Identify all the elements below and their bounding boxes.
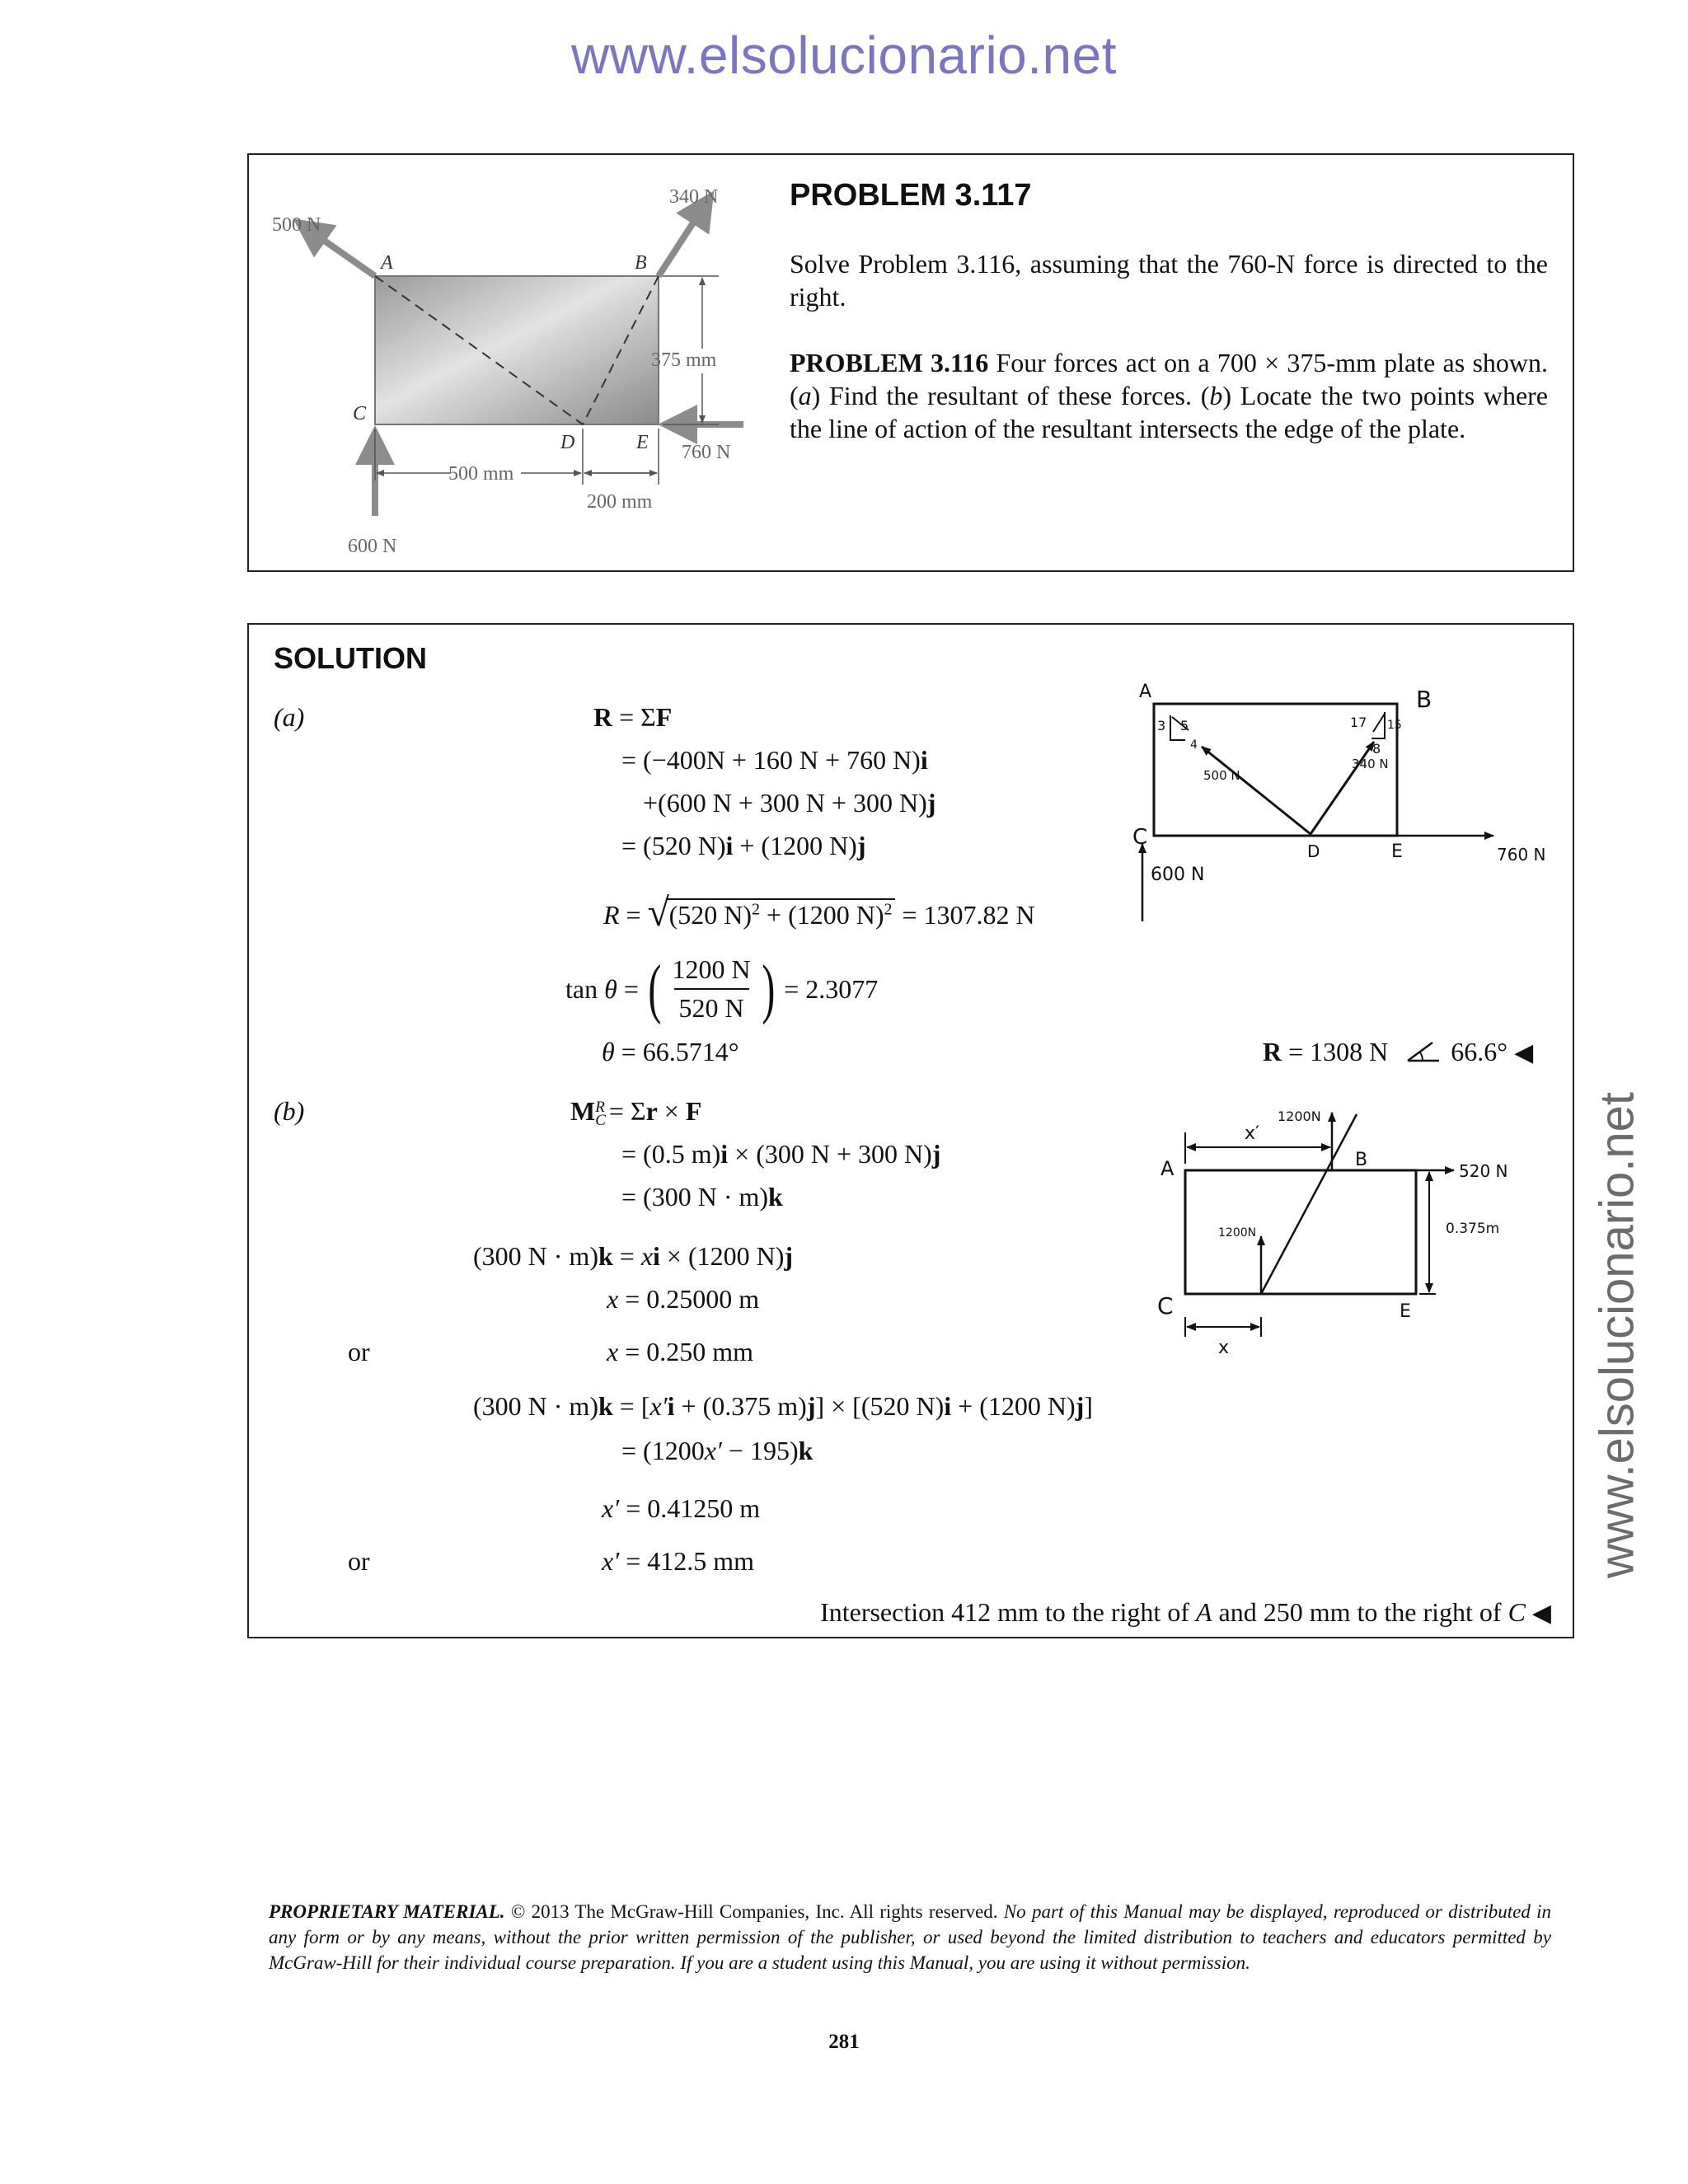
watermark-side: www.elsolucionario.net: [1590, 1092, 1644, 1578]
page-number: 281: [828, 2031, 860, 2053]
eq-b2: = (0.5 m)i × (300 N + 300 N)j: [621, 1139, 941, 1169]
or-1: or: [348, 1337, 370, 1366]
svg-text:8: 8: [1372, 741, 1381, 757]
eq-b6: x = 0.250 mm: [607, 1337, 754, 1366]
or-2: or: [348, 1546, 370, 1576]
svg-text:E: E: [1400, 1301, 1411, 1322]
svg-text:A: A: [1160, 1157, 1175, 1180]
eq-b4: (300 N · m)k = xi × (1200 N)j: [473, 1241, 794, 1271]
answer-marker-icon: ◀: [1531, 1600, 1551, 1627]
svg-text:0.375m: 0.375m: [1446, 1221, 1500, 1237]
svg-text:500 N: 500 N: [1203, 768, 1240, 783]
answer-a: R = 1308 N 66.6° ◀: [1263, 1037, 1534, 1066]
solution-sketch-a: [1123, 682, 1559, 946]
label-600n: 600 N: [348, 536, 397, 557]
svg-text:520 N: 520 N: [1459, 1161, 1508, 1181]
part-a-label: (a): [274, 702, 305, 732]
svg-text:1200N: 1200N: [1218, 1226, 1257, 1240]
sketch-500n-arrow: [1202, 747, 1311, 834]
svg-text:760 N: 760 N: [1497, 845, 1546, 865]
eq-b5: x = 0.25000 m: [607, 1284, 760, 1314]
tan-denominator: 520 N: [674, 988, 749, 1024]
force-340-arrow: [659, 196, 710, 276]
svg-text:4: 4: [1190, 738, 1198, 752]
tan-numerator: 1200 N: [672, 954, 751, 984]
svg-text:A: A: [1139, 682, 1152, 702]
svg-text:340 N: 340 N: [1352, 757, 1389, 771]
eq-a-tan: tan θ = ( $\frac{1200 N}{520 N}$ ) = 2.3077: [565, 953, 879, 1025]
solution-heading: SOLUTION: [274, 641, 427, 675]
problem-statement: Solve Problem 3.116, assuming that the 760-N force is directed to the right.: [790, 249, 1548, 312]
part-b-label: (b): [274, 1096, 305, 1126]
eq-a3: +(600 N + 300 N + 300 N)j: [643, 788, 936, 818]
svg-text:15: 15: [1387, 719, 1402, 732]
eq-b7: (300 N · m)k = [x′i + (0.375 m)j] × [(520 N)i + (1200 N)j]: [473, 1391, 1093, 1421]
eq-b1: M R C = Σr × F: [570, 1096, 702, 1129]
plate: [375, 276, 659, 424]
point-c: C: [353, 403, 367, 424]
svg-text:C: C: [1157, 1292, 1174, 1319]
eq-b8: = (1200x′ − 195)k: [621, 1436, 814, 1465]
eq-b3: = (300 N · m)k: [621, 1182, 783, 1212]
point-d: D: [560, 432, 575, 453]
solution-box: [247, 623, 1574, 1638]
label-500n: 500 N: [272, 214, 321, 236]
svg-text:17: 17: [1350, 715, 1367, 730]
point-e: E: [636, 432, 649, 453]
svg-text:E: E: [1391, 841, 1403, 862]
svg-text:B: B: [1355, 1150, 1368, 1170]
label-200mm: 200 mm: [587, 491, 653, 513]
eq-a4: = (520 N)i + (1200 N)j: [621, 831, 866, 860]
eq-a2: = (−400N + 160 N + 760 N)i: [621, 745, 928, 775]
label-340n: 340 N: [669, 186, 719, 208]
reference-title: PROBLEM 3.116: [790, 348, 989, 377]
problem-figure: [257, 171, 752, 559]
svg-text:3: 3: [1157, 718, 1166, 733]
svg-text:B: B: [1416, 686, 1432, 713]
copyright-footer: PROPRIETARY MATERIAL. © 2013 The McGraw-Hill Companies, Inc. All rights reserved. No part of this Manual may be displayed, reproduced or distributed in any form or by any means, without the prior written permission of the publisher, or used beyond the limited distribution to teachers and educators permitted by McGraw-Hill for their individual course preparation. If you are a student using this Manual, you are using it without permission.: [269, 1901, 1551, 1973]
problem-reference: PROBLEM 3.116 Four forces act on a 700 × 375-mm plate as shown. (a) Find the resultant of these forces. (b) Locate the two points where the line of action of the resultant intersects the edge of the plate.: [790, 348, 1549, 443]
watermark-top: www.elsolucionario.net: [571, 26, 1117, 85]
answer-marker-icon: ◀: [1514, 1039, 1534, 1066]
label-500mm: 500 mm: [448, 463, 514, 485]
eq-a-magnitude: R = √ (520 N)$^2$ + (1200 N)$^2$ = 1307.82 N: [603, 891, 1035, 935]
eq-b10: x′ = 412.5 mm: [602, 1546, 755, 1576]
svg-text:x: x: [1218, 1338, 1230, 1358]
label-760n: 760 N: [682, 442, 731, 463]
svg-text:x′: x′: [1245, 1123, 1260, 1144]
problem-title: PROBLEM 3.117: [790, 178, 1032, 213]
angle-symbol-icon: [1406, 1039, 1442, 1064]
eq-b9: x′ = 0.41250 m: [602, 1493, 761, 1523]
point-b: B: [635, 252, 647, 274]
svg-text:D: D: [1307, 841, 1320, 861]
label-375mm: 375 mm: [651, 349, 717, 371]
eq-a1: R = ΣF: [593, 702, 673, 732]
solution-sketch-b: [1139, 1103, 1559, 1366]
problem-box: [247, 153, 1574, 572]
tan-result: = 2.3077: [784, 973, 879, 1004]
svg-text:C: C: [1132, 825, 1148, 850]
svg-text:5: 5: [1180, 718, 1189, 733]
point-a: A: [381, 252, 393, 274]
eq-a-theta: θ = 66.5714°: [602, 1037, 739, 1066]
svg-text:1200N: 1200N: [1278, 1108, 1321, 1124]
sketch-340n-arrow: [1311, 742, 1374, 834]
answer-b: Intersection 412 mm to the right of A and 250 mm to the right of C ◀: [820, 1597, 1551, 1627]
svg-text:600 N: 600 N: [1151, 865, 1205, 885]
